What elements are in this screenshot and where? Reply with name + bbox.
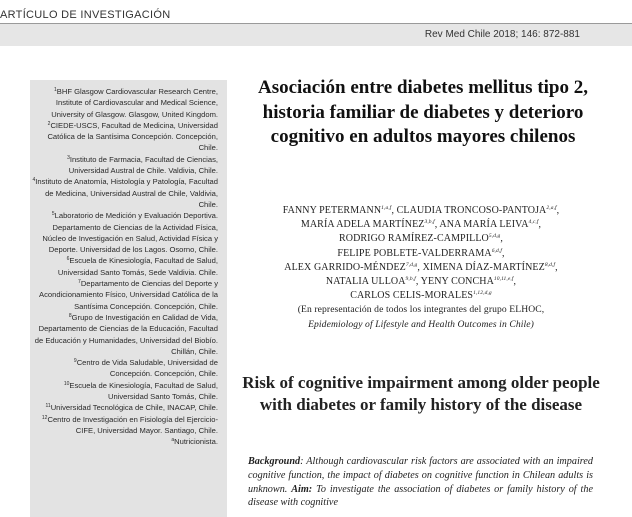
author-affiliation-marker: 8,d,f bbox=[544, 261, 556, 268]
author-name: ALEX GARRIDO-MÉNDEZ bbox=[284, 261, 406, 273]
author-separator: , bbox=[555, 261, 558, 273]
author-separator: , bbox=[391, 205, 397, 216]
author-separator: , bbox=[500, 233, 503, 245]
affiliation-marker: 4 bbox=[32, 177, 36, 184]
authors-block bbox=[240, 204, 602, 332]
author-affiliation-marker: 4,c,f bbox=[528, 219, 539, 226]
author-name: XIMENA DÍAZ-MARTÍNEZ bbox=[422, 261, 545, 273]
affiliation-marker: 9 bbox=[73, 358, 77, 365]
affiliation-text: BHF Glasgow Cardiovascular Research Centre, Institute of Cardiovascular and Medical Science, University of Glasgow. Glasgow, United Kingdom. bbox=[51, 87, 218, 119]
author-name: RODRIGO RAMÍREZ-CAMPILLO bbox=[338, 233, 489, 245]
abstract bbox=[248, 455, 593, 510]
author-name: MARÍA ADELA MARTÍNEZ bbox=[300, 219, 425, 231]
group-note-line-1: (En representación de todos los integrantes del grupo ELHOC, bbox=[297, 304, 545, 316]
author-separator: , bbox=[538, 219, 542, 231]
author-affiliation-marker: 1,12,d,g bbox=[473, 290, 492, 297]
affiliation-text: Centro de Investigación en Fisiología del Ejercicio-CIFE, Universidad Mayor. Santiago, Chile. bbox=[47, 414, 218, 435]
article-title-spanish: Asociación entre diabetes mellitus tipo 2, historia familiar de diabetes y deterioro cognitivo en adultos mayores chilenos bbox=[257, 77, 588, 147]
author-name: NATALIA ULLOA bbox=[325, 276, 406, 288]
author-separator: , bbox=[417, 261, 423, 273]
affiliation-text: Centro de Vida Saludable, Universidad de Concepción. Concepción, Chile. bbox=[76, 358, 218, 379]
author-affiliation-marker: 6,d,f bbox=[491, 247, 502, 254]
author-affiliation-marker: 7,d,g bbox=[405, 261, 418, 268]
affiliation-item bbox=[30, 380, 218, 403]
affiliation-item bbox=[30, 210, 218, 255]
author-line bbox=[240, 289, 602, 303]
affiliation-item bbox=[30, 312, 218, 357]
affiliation-text: Instituto de Anatomía, Histología y Patología, Facultad de Medicina, Universidad Austral de Chile, Valdivia, Chile. bbox=[35, 177, 218, 209]
group-note-line-2: Epidemiology of Lifestyle and Health Outcomes in Chile) bbox=[308, 318, 534, 330]
affiliation-text: Escuela de Kinesiología, Facultad de Salud, Universidad Santo Tomás, Sede Valdivia. Chile. bbox=[57, 256, 218, 277]
affiliations-list bbox=[30, 86, 218, 448]
journal-reference: Rev Med Chile 2018; 146: 872-881 bbox=[424, 29, 580, 40]
affiliation-marker: 8 bbox=[68, 312, 72, 319]
section-label: ARTÍCULO DE INVESTIGACIÓN bbox=[0, 9, 171, 21]
abstract-aim-label: Aim: bbox=[291, 483, 313, 495]
affiliation-marker: 5 bbox=[51, 211, 55, 218]
author-affiliation-marker: 9,b,f bbox=[405, 276, 416, 283]
affiliation-item bbox=[30, 278, 218, 312]
affiliation-item bbox=[30, 436, 218, 447]
author-line bbox=[240, 261, 602, 275]
author-separator: , bbox=[434, 219, 440, 231]
author-affiliation-marker: 5,d,g bbox=[488, 233, 501, 240]
author-affiliation-marker: 3,b,f bbox=[424, 219, 435, 226]
affiliation-marker: 2 bbox=[47, 120, 51, 127]
article-title-english: Risk of cognitive impairment among older people with diabetes or family history of the disease bbox=[242, 373, 600, 414]
affiliation-text: Instituto de Farmacia, Facultad de Ciencias, Universidad Austral de Chile. Valdivia, Chile. bbox=[68, 154, 218, 176]
author-name: YENY CONCHA bbox=[420, 276, 494, 288]
author-line bbox=[240, 232, 602, 246]
affiliation-item bbox=[30, 414, 218, 437]
affiliation-text: Universidad Tecnológica de Chile, INACAP, Chile. bbox=[50, 403, 218, 413]
affiliation-text: Nutricionista. bbox=[174, 437, 218, 447]
author-line bbox=[240, 275, 602, 289]
author-affiliation-marker: 10,11,e,f bbox=[493, 276, 514, 283]
affiliation-text: Grupo de Investigación en Calidad de Vida, Departamento de Ciencias de la Educación, Facultad de Educación y Humanidades, Universidad del Biobío. Chillán, Chile. bbox=[34, 312, 218, 356]
affiliation-item bbox=[30, 402, 218, 413]
author-separator: , bbox=[501, 247, 505, 259]
affiliation-text: Departamento de Ciencias del Deporte y Acondicionamiento Físico, Universidad Católica de la Santísima Concepción. Concepción, Chile. bbox=[39, 279, 218, 311]
abstract-aim-text: To investigate the association of diabetes or family history of the disease with cognitive bbox=[248, 483, 593, 509]
affiliation-marker: 1 bbox=[53, 87, 57, 93]
affiliations-box bbox=[30, 80, 227, 517]
author-name: ANA MARÍA LEIVA bbox=[439, 219, 529, 231]
author-affiliation-marker: 1,a,f bbox=[381, 205, 392, 211]
affiliation-marker: 6 bbox=[66, 256, 70, 263]
author-name: CARLOS CELIS-MORALES bbox=[350, 290, 474, 302]
affiliation-item bbox=[30, 176, 218, 210]
affiliation-marker: 11 bbox=[45, 403, 51, 410]
affiliation-marker: 10 bbox=[63, 380, 70, 387]
authors-list bbox=[240, 204, 602, 303]
author-name: FANNY PETERMANN bbox=[282, 205, 382, 216]
affiliation-item bbox=[30, 86, 218, 120]
author-separator: , bbox=[513, 276, 517, 288]
journal-header-bar bbox=[0, 24, 632, 46]
affiliation-marker: 7 bbox=[78, 279, 81, 286]
author-line bbox=[240, 204, 602, 218]
affiliation-marker: 3 bbox=[67, 154, 70, 161]
author-separator: , bbox=[556, 205, 560, 216]
affiliation-marker: 12 bbox=[41, 414, 48, 421]
abstract-background-text: : Although cardiovascular risk factors are associated with an impaired cognitive function, the impact of diabetes on cognitive function in Chilean adults is unknown. bbox=[248, 456, 593, 495]
affiliation-item bbox=[30, 357, 218, 380]
abstract-background-label: Background bbox=[248, 456, 301, 467]
author-separator: , bbox=[415, 276, 421, 288]
affiliation-text: Escuela de Kinesiología, Facultad de Salud, Universidad Santo Tomás, Chile. bbox=[69, 380, 218, 402]
affiliation-text: Laboratorio de Medición y Evaluación Deportiva. Departamento de Ciencias de la Actividad Física, Núcleo de Investigación en Salud, Actividad Física y Deporte. Universidad de los Lagos. Osorno, Chile. bbox=[42, 211, 218, 255]
affiliation-item bbox=[30, 154, 218, 177]
author-name: FELIPE POBLETE-VALDERRAMA bbox=[337, 247, 492, 259]
affiliation-marker: a bbox=[171, 437, 175, 444]
author-line bbox=[240, 247, 602, 261]
affiliation-text: CIEDE-USCS, Facultad de Medicina, Universidad Católica de la Santísima Concepción. Concepción, Chile. bbox=[47, 120, 218, 153]
affiliation-item bbox=[30, 120, 218, 154]
author-name: CLAUDIA TRONCOSO-PANTOJA bbox=[396, 205, 547, 216]
author-affiliation-marker: 2,a,f bbox=[546, 205, 557, 211]
affiliation-item bbox=[30, 255, 218, 278]
author-line bbox=[240, 218, 602, 232]
